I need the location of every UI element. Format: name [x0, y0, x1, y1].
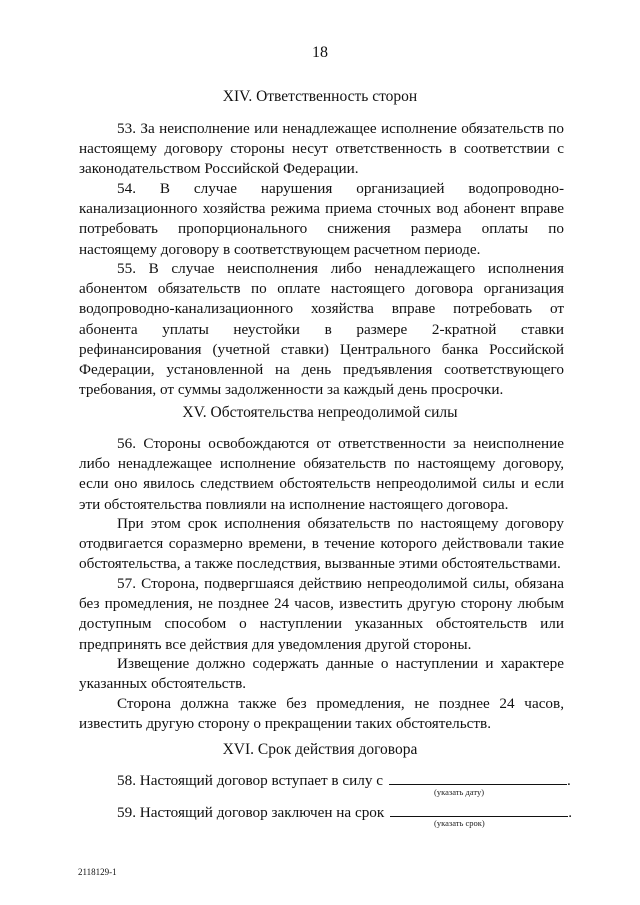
term-blank-field[interactable]: [390, 802, 568, 817]
end-mark: .: [566, 772, 571, 789]
date-field-hint: (указать дату): [434, 787, 485, 797]
paragraph-58: [79, 770, 571, 791]
section-heading-xiv: XIV. Ответственность сторон: [222, 88, 418, 105]
paragraph-57-notice: Извещение должно содержать данные о наступлении и характере указанных обстоятельств.: [79, 655, 564, 693]
paragraph-53: 53. За неисполнение или ненадлежащее исполнение обязательств по настоящему договору стороны несут ответственность в соответствии с законодательством Российской Федерации.: [79, 120, 564, 178]
paragraph-56: 56. Стороны освобождаются от ответственности за неисполнение либо ненадлежащее исполнение обязательств по настоящему договору, если оно явилось следствием обстоятельств непреодолимой силы и если эти обстоятельства повлияли на исполнение настоящего договора.: [79, 435, 564, 513]
end-mark: .: [568, 804, 573, 821]
paragraph-59: [79, 802, 573, 823]
paragraph-55: 55. В случае неисполнения либо ненадлежащего исполнения абонентом обязательств по оплате настоящего договора организация водопроводно-канализационного хозяйства вправе потребовать от абонента уплаты неустойки в размере 2-кратной ставки рефинансирования (учетной ставки) Центрального банка Российской Федерации, установленной на день предъявления соответствующего требования, от суммы задолженности за каждый день просрочки.: [79, 260, 564, 399]
paragraph-57-termination: Сторона должна также без промедления, не позднее 24 часов, известить другую сторону о прекращении таких обстоятельств.: [79, 695, 564, 733]
paragraph-56-continuation: При этом срок исполнения обязательств по настоящему договору отодвигается соразмерно времени, в течение которого действовали такие обстоятельства, а также последствия, вызванные этими обстоятельствами.: [79, 515, 564, 573]
page-number: 18: [312, 44, 328, 61]
paragraph-54: 54. В случае нарушения организацией водопроводно-канализационного хозяйства режима приема сточных вод абонент вправе потребовать пропорционального снижения размера оплаты по настоящему договору в соответствующем расчетном периоде.: [79, 180, 564, 258]
date-blank-field[interactable]: [389, 770, 567, 785]
section-heading-xvi: XVI. Срок действия договора: [222, 741, 418, 758]
paragraph-57: 57. Сторона, подвергшаяся действию непреодолимой силы, обязана без промедления, не позднее 24 часов, известить другую сторону любым доступным способом о наступлении указанных обстоятельств или предпринять все действия для уведомления другой стороны.: [79, 575, 564, 653]
document-code: 2118129-1: [78, 867, 117, 877]
paragraph-59-text: 59. Настоящий договор заключен на срок: [117, 804, 385, 821]
section-heading-xv: XV. Обстоятельства непреодолимой силы: [182, 404, 458, 421]
paragraph-58-text: 58. Настоящий договор вступает в силу с: [117, 772, 383, 789]
term-field-hint: (указать срок): [434, 818, 485, 828]
